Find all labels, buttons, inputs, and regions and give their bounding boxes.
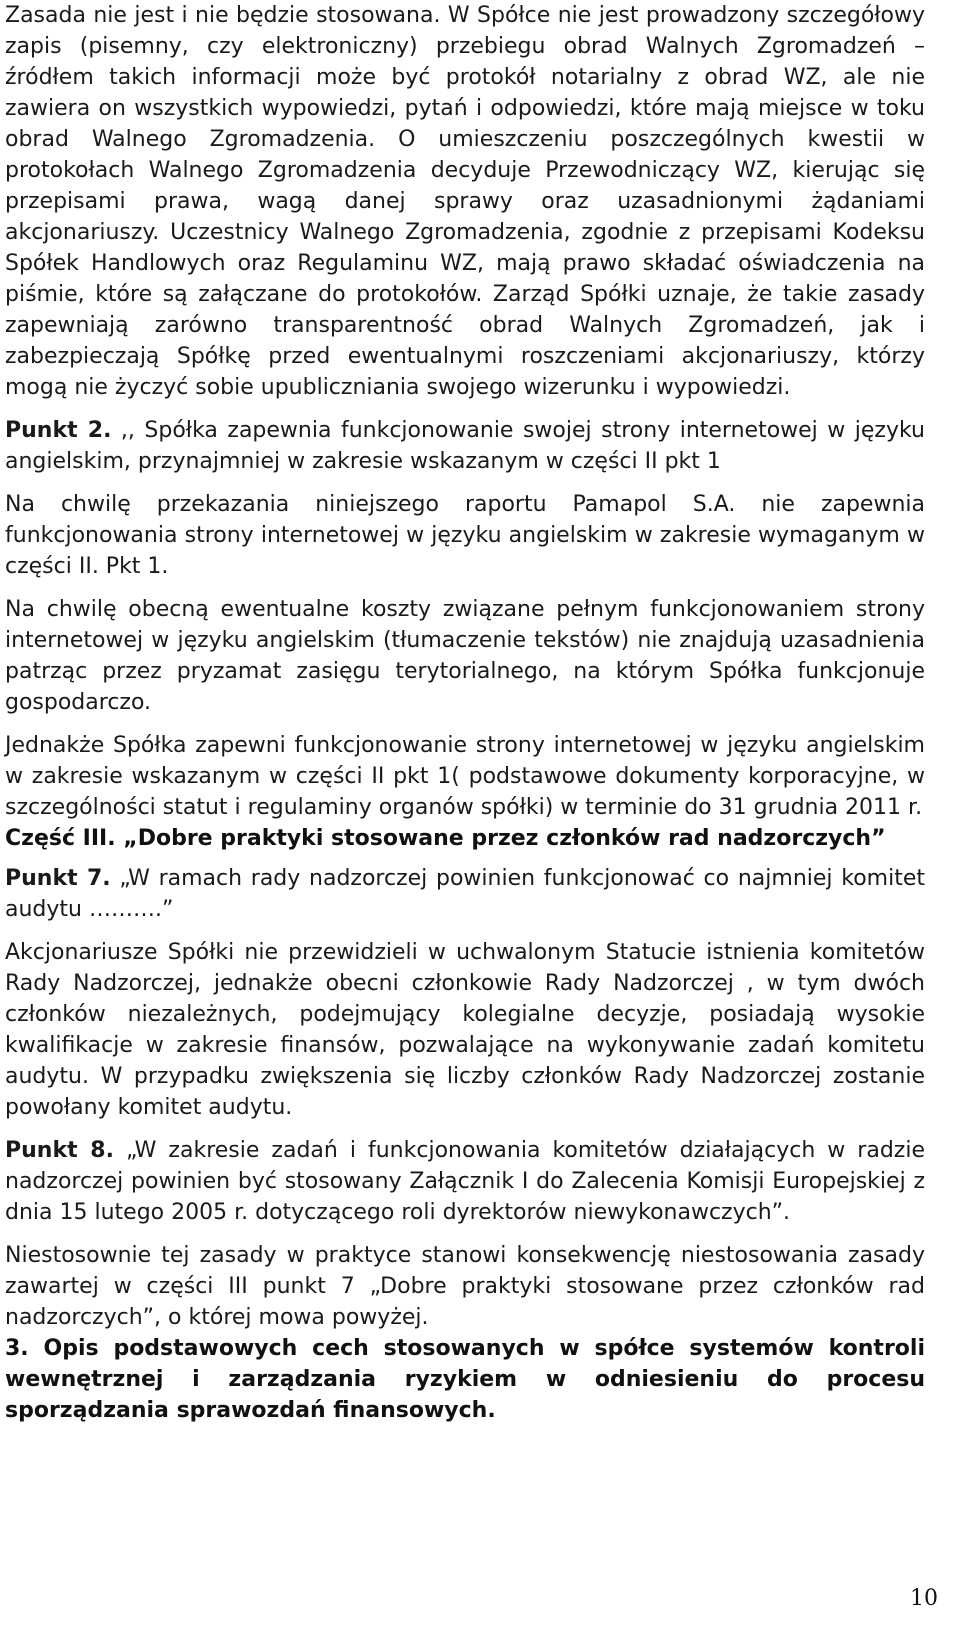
punkt-2-label: Punkt 2. <box>5 418 112 443</box>
paragraph-punkt-8 <box>5 1135 925 1228</box>
paragraph-punkt-7 <box>5 863 925 925</box>
page-number: 10 <box>910 1586 938 1611</box>
section-heading-part-3: Część III. „Dobre praktyki stosowane przez członków rad nadzorczych” <box>5 826 886 851</box>
punkt-7-label: Punkt 7. <box>5 866 111 891</box>
paragraph-non-application: Niestosownie tej zasady w praktyce stanowi konsekwencję niestosowania zasady zawartej w części III punkt 7 „Dobre praktyki stosowane przez członków rad nadzorczych”, o której mowa powyżej. <box>5 1243 925 1330</box>
paragraph-punkt-2 <box>5 415 925 477</box>
document-page <box>5 0 925 1426</box>
paragraph-zasada: Zasada nie jest i nie będzie stosowana. W Spółce nie jest prowadzony szczegółowy zapis (pisemny, czy elektroniczny) przebiegu obrad Walnych Zgromadzeń – źródłem takich informacji może być protokół notarialny z obrad WZ, ale nie zawiera on wszystkich wypowiedzi, pytań i odpowiedzi, które mają miejsce w toku obrad Walnego Zgromadzenia. O umieszczeniu poszczególnych kwestii w protokołach Walnego Zgromadzenia decyduje Przewodniczący WZ, kierując się przepisami prawa, wagą danej sprawy oraz uzasadnionymi żądaniami akcjonariuszy. Uczestnicy Walnego Zgromadzenia, zgodnie z przepisami Kodeksu Spółek Handlowych oraz Regulaminu WZ, mają prawo składać oświadczenia na piśmie, które są załączane do protokołów. Zarząd Spółki uznaje, że takie zasady zapewniają zarówno transparentność obrad Walnych Zgromadzeń, jak i zabezpieczają Spółkę przed ewentualnymi roszczeniami akcjonariuszy, którzy mogą nie życzyć sobie upubliczniania swojego wizerunku i wypowiedzi. <box>5 3 925 400</box>
paragraph-commitment: Jednakże Spółka zapewni funkcjonowanie strony internetowej w języku angielskim w zakresie wskazanym w części II pkt 1( podstawowe dokumenty korporacyjne, w szczególności statut i regulaminy organów spółki) w terminie do 31 grudnia 2011 r. <box>5 733 925 820</box>
punkt-8-text: „W zakresie zadań i funkcjonowania komitetów działających w radzie nadzorczej powinien być stosowany Załącznik I do Zalecenia Komisji Europejskiej z dnia 15 lutego 2005 r. dotyczącego roli dyrektorów niewykonawczych”. <box>5 1138 925 1225</box>
punkt-7-text: „W ramach rady nadzorczej powinien funkcjonować co najmniej komitet audytu ……….” <box>5 866 925 922</box>
paragraph-english-site: Na chwilę przekazania niniejszego raportu Pamapol S.A. nie zapewnia funkcjonowania strony internetowej w języku angielskim w zakresie wymaganym w części II. Pkt 1. <box>5 492 925 579</box>
punkt-8-label: Punkt 8. <box>5 1138 114 1163</box>
paragraph-audit-committee: Akcjonariusze Spółki nie przewidzieli w uchwalonym Statucie istnienia komitetów Rady Nadzorczej, jednakże obecni członkowie Rady Nadzorczej , w tym dwóch członków niezależnych, podejmujący kolegialne decyzje, posiadają wysokie kwalifikacje w zakresie finansów, pozwalające na wykonywanie zadań komitetu audytu. W przypadku zwiększenia się liczby członków Rady Nadzorczej zostanie powołany komitet audytu. <box>5 940 925 1120</box>
punkt-2-text: ,, Spółka zapewnia funkcjonowanie swojej strony internetowej w języku angielskim, przynajmniej w zakresie wskazanym w części II pkt 1 <box>5 418 926 474</box>
section-heading-3: 3. Opis podstawowych cech stosowanych w spółce systemów kontroli wewnętrznej i zarządzania ryzykiem w odniesieniu do procesu sporządzania sprawozdań finansowych. <box>5 1336 925 1423</box>
paragraph-costs: Na chwilę obecną ewentualne koszty związane pełnym funkcjonowaniem strony internetowej w języku angielskim (tłumaczenie tekstów) nie znajdują uzasadnienia patrząc przez pryzamat zasięgu terytorialnego, na którym Spółka funkcjonuje gospodarczo. <box>5 597 925 715</box>
